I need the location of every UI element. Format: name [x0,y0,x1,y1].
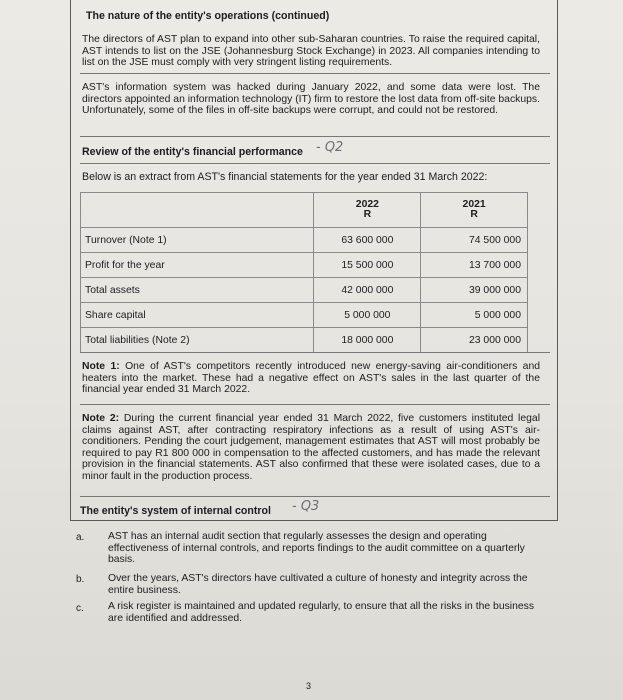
note-2 [82,413,540,483]
heading-financial-review: Review of the entity's financial performance [82,146,303,158]
page-number: 3 [306,681,312,691]
divider [80,163,550,164]
year-2022: 2022 [355,199,379,210]
row-label: Profit for the year [81,253,314,278]
value-2021: 13 700 000 [421,253,528,278]
value-2021: 23 000 000 [421,328,528,353]
paragraph-hack: AST's information system was hacked during January 2022, and some data were lost. The directors appointed an information technology (IT) firm to restore the lost data from off-site backups. Unfortunately, some of the files in off-site backups were corrupt, and could not be restored. [82,82,540,117]
financial-statements-table [80,192,528,353]
heading-internal-control: The entity's system of internal control [80,505,271,517]
list-item-c: A risk register is maintained and updated regularly, to ensure that all the risks in the business are identified and addressed. [108,601,535,624]
list-marker-a: a. [76,532,85,543]
year-2021: 2021 [462,199,486,210]
divider [80,496,550,497]
row-label: Total assets [81,278,314,303]
value-2021: 5 000 000 [421,303,528,328]
divider [80,73,550,74]
table-row [81,328,528,353]
list-marker-c: c. [76,603,84,614]
heading-operations: The nature of the entity's operations (continued) [86,10,330,22]
table-row [81,303,528,328]
header-2021 [421,193,528,228]
note-2-text: During the current financial year ended 31 March 2022, five customers instituted legal claims against AST, after contracting respiratory infections as a result of using AST's air-conditioners. Pending the court judgement, management estimates that AST will most probably be required to pay R1 800 000 in compensation to the affected customers, and has made the relevant provision in the financial statements. AST also confirmed that these were isolated cases, due to a minor fault in the production process. [82,413,541,482]
table-row [81,253,528,278]
note-1-text: One of AST's competitors recently introduced new energy-saving air-conditioners and heaters into the market. These had a negative effect on AST's sales in the last quarter of the financial year ended 31 March 2022. [82,361,540,396]
list-item-b: Over the years, AST's directors have cultivated a culture of honesty and integrity across the entire business. [108,573,528,596]
value-2021: 39 000 000 [421,278,528,303]
value-2021: 74 500 000 [421,228,528,253]
divider [80,404,550,405]
row-label: Share capital [81,303,314,328]
header-label-cell [81,193,314,228]
value-2022: 18 000 000 [314,328,421,353]
paragraph-expansion: The directors of AST plan to expand into other sub-Saharan countries. To raise the required capital, AST intends to list on the JSE (Johannesburg Stock Exchange) in 2023. All companies intending to list on the JSE must comply with very stringent listing requirements. [82,34,540,69]
divider [80,352,550,353]
value-2022: 42 000 000 [314,278,421,303]
table-row [81,278,528,303]
header-2022 [314,193,421,228]
unit-2022: R [363,209,372,220]
unit-2021: R [470,209,478,220]
handwritten-annotation-q2: - Q2 [316,140,344,155]
value-2022: 15 500 000 [314,253,421,278]
note-1-label: Note 1: [82,361,120,372]
extract-intro: Below is an extract from AST's financial statements for the year ended 31 March 2022: [82,171,488,183]
table-header-row [81,193,528,228]
list-marker-b: b. [76,574,85,585]
note-2-label: Note 2: [82,413,120,424]
row-label: Turnover (Note 1) [81,228,314,253]
row-label: Total liabilities (Note 2) [81,328,314,353]
note-1 [82,361,540,396]
list-item-a: AST has an internal audit section that regularly assesses the design and operating effectiveness of internal controls, and reports findings to the audit committee on a quarterly basis. [108,531,525,566]
table-row [81,228,528,253]
value-2022: 5 000 000 [314,303,421,328]
value-2022: 63 600 000 [314,228,421,253]
divider [80,136,550,137]
handwritten-annotation-q3: - Q3 [292,499,320,514]
